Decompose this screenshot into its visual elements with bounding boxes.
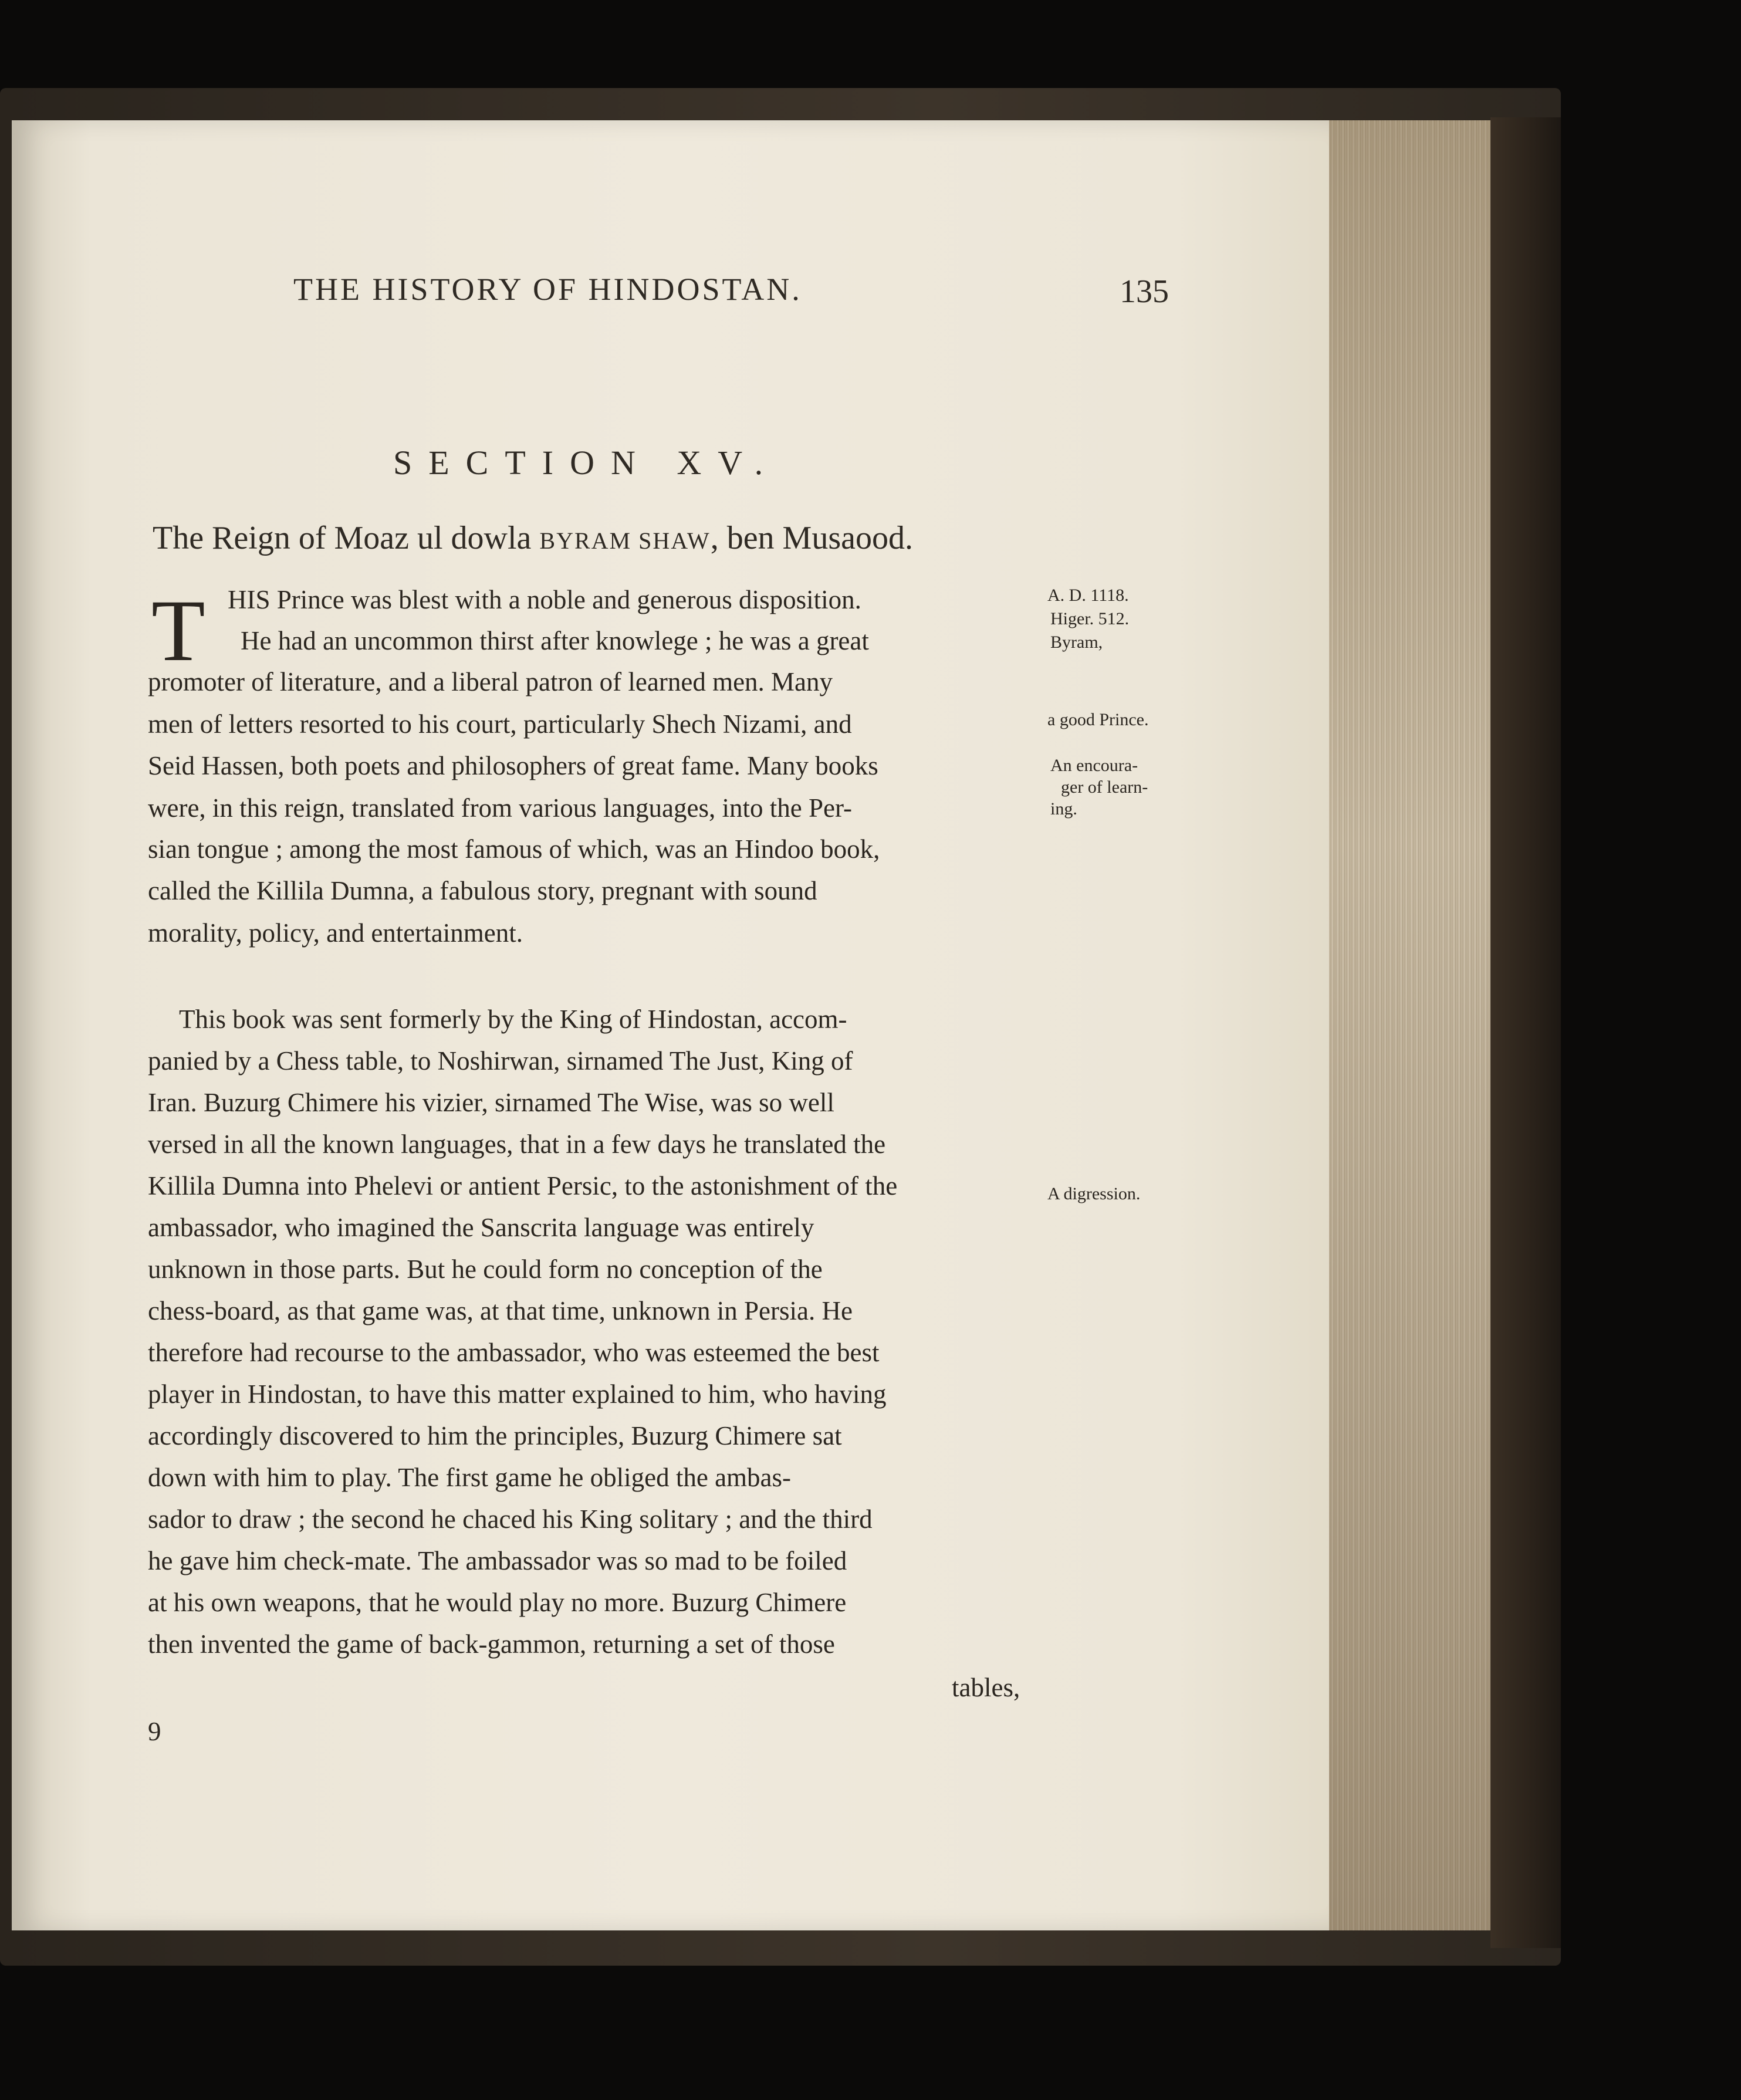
paragraph-line: Iran. Buzurg Chimere his vizier, sirnamed The Wise, was so well (148, 1088, 834, 1117)
margin-note-encourager: An encoura- (1050, 756, 1138, 775)
margin-note-date-higer: Higer. 512. (1050, 609, 1130, 628)
paragraph-line: at his own weapons, that he would play no more. Buzurg Chimere (148, 1588, 847, 1617)
margin-note-encourager: ing. (1050, 799, 1077, 819)
back-board (1490, 117, 1561, 1948)
paragraph-line: sian tongue ; among the most famous of which, was an Hindoo book, (148, 834, 880, 864)
reign-title-suffix: , ben Musaood. (710, 520, 913, 556)
reign-title (153, 519, 913, 557)
drop-cap: T (151, 582, 205, 679)
reign-title-prefix: The Reign of Moaz ul dowla (153, 520, 540, 556)
margin-note-encourager: ger of learn- (1061, 777, 1148, 797)
page-number: 135 (1120, 273, 1169, 310)
margin-note-good-prince: a good Prince. (1047, 710, 1149, 729)
paragraph-line: were, in this reign, translated from various languages, into the Per- (148, 793, 853, 823)
paragraph-line: This book was sent formerly by the King of Hindostan, accom- (179, 1005, 847, 1034)
reign-title-name: BYRAM SHAW (539, 527, 711, 554)
margin-note-digression: A digression. (1047, 1184, 1141, 1203)
margin-note-date-name: Byram, (1050, 633, 1103, 652)
paragraph-line: promoter of literature, and a liberal patron of learned men. Many (148, 667, 833, 696)
paragraph-line: down with him to play. The first game he obliged the ambas- (148, 1463, 792, 1492)
paragraph-line: ambassador, who imagined the Sanscrita language was entirely (148, 1213, 814, 1242)
paragraph-line: accordingly discovered to him the principles, Buzurg Chimere sat (148, 1421, 842, 1450)
paragraph-line: player in Hindostan, to have this matter explained to him, who having (148, 1379, 887, 1409)
paragraph-line: HIS Prince was blest with a noble and generous disposition. (228, 585, 861, 614)
paragraph-line: morality, policy, and entertainment. (148, 918, 523, 948)
page-edges (1329, 120, 1490, 1930)
catchword: tables, (952, 1673, 1020, 1702)
margin-note-date-ad: A. D. 1118. (1047, 586, 1129, 605)
paragraph-line: Seid Hassen, both poets and philosophers of great fame. Many books (148, 751, 878, 780)
running-head: THE HISTORY OF HINDOSTAN. (293, 272, 802, 307)
paragraph-line: therefore had recourse to the ambassador, who was esteemed the best (148, 1338, 880, 1367)
paragraph-line: sador to draw ; the second he chaced his King solitary ; and the third (148, 1504, 873, 1534)
paragraph-line: He had an uncommon thirst after knowlege ; he was a great (241, 626, 869, 655)
paragraph-line: unknown in those parts. But he could form no conception of the (148, 1254, 823, 1284)
paragraph-line: then invented the game of back-gammon, returning a set of those (148, 1629, 835, 1659)
section-title: SECTION XV. (393, 444, 780, 482)
paragraph-line: Killila Dumna into Phelevi or antient Persic, to the astonishment of the (148, 1171, 898, 1201)
signature-mark: 9 (148, 1717, 161, 1746)
paragraph-line: he gave him check-mate. The ambassador was so mad to be foiled (148, 1546, 847, 1575)
paragraph-line: chess-board, as that game was, at that time, unknown in Persia. He (148, 1296, 853, 1325)
paragraph-line: men of letters resorted to his court, particularly Shech Nizami, and (148, 709, 852, 739)
paragraph-line: versed in all the known languages, that in a few days he translated the (148, 1130, 886, 1159)
paragraph-line: panied by a Chess table, to Noshirwan, sirnamed The Just, King of (148, 1046, 853, 1076)
paragraph-line: called the Killila Dumna, a fabulous story, pregnant with sound (148, 876, 817, 905)
